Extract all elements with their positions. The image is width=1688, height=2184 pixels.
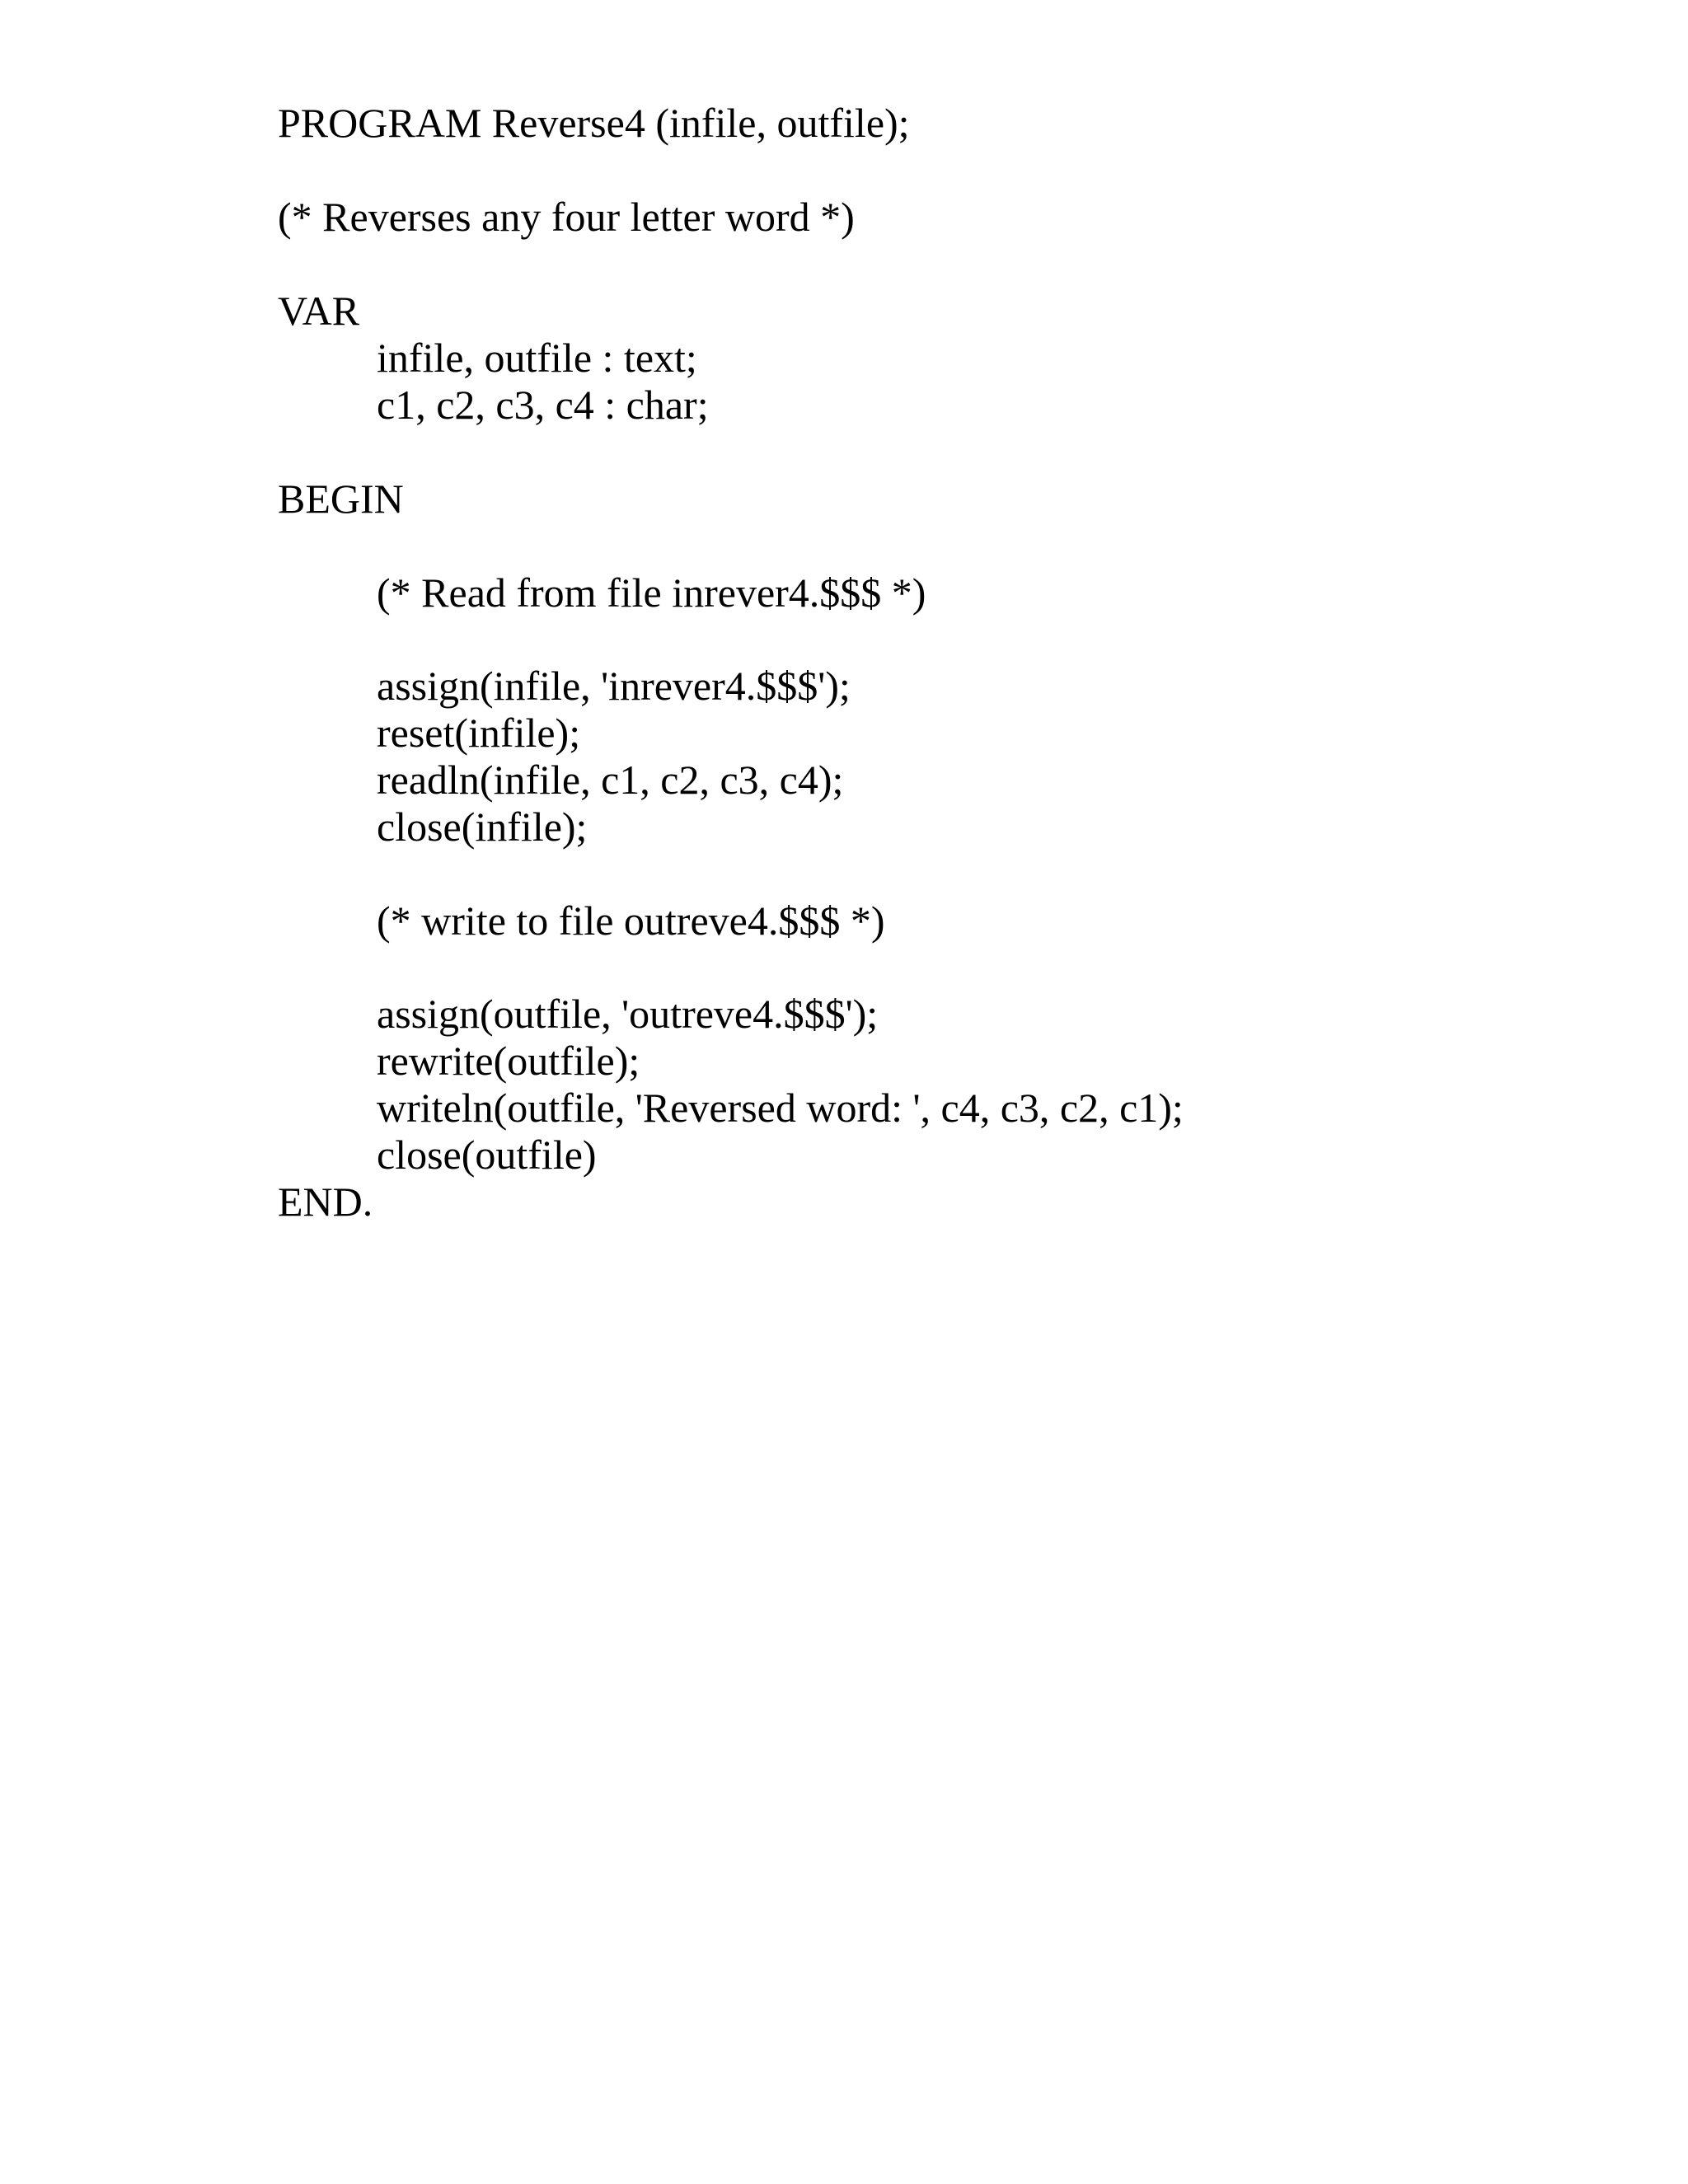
var-declaration-line: c1, c2, c3, c4 : char; [377, 382, 709, 428]
statement-line: reset(infile); [377, 710, 581, 756]
statement-line: readln(infile, c1, c2, c3, c4); [377, 757, 844, 803]
program-header-line: PROGRAM Reverse4 (infile, outfile); [278, 100, 910, 146]
var-keyword-line: VAR [278, 288, 360, 334]
statement-line: assign(outfile, 'outreve4.$$$'); [377, 991, 879, 1037]
var-declaration-line: infile, outfile : text; [377, 335, 697, 381]
write-comment-line: (* write to file outreve4.$$$ *) [377, 898, 885, 944]
read-comment-line: (* Read from file inrever4.$$$ *) [377, 569, 926, 616]
program-comment-line: (* Reverses any four letter word *) [278, 194, 855, 240]
end-keyword-line: END. [278, 1179, 373, 1225]
begin-keyword-line: BEGIN [278, 476, 404, 522]
statement-line: close(infile); [377, 804, 588, 850]
statement-line: writeln(outfile, 'Reversed word: ', c4, c3, c2, c1); [377, 1085, 1184, 1131]
statement-line: close(outfile) [377, 1132, 597, 1178]
statement-line: assign(infile, 'inrever4.$$$'); [377, 663, 851, 709]
statement-line: rewrite(outfile); [377, 1038, 640, 1084]
